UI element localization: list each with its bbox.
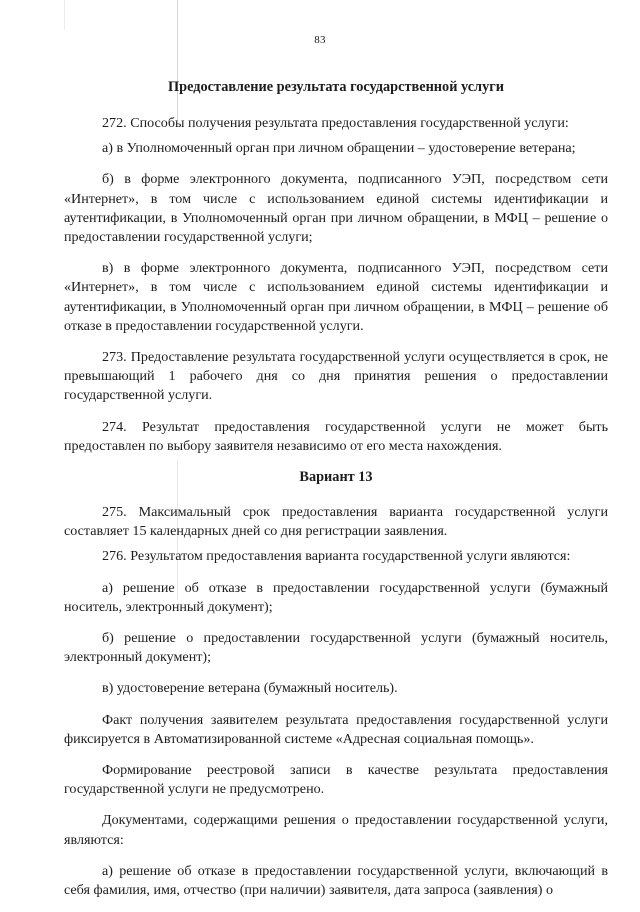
paragraph-273: 273. Предоставление результата государственной услуги осуществляется в срок, не превышающий 1 рабочего дня со дня принятия решения о предоставлении государственной услуги.: [64, 349, 608, 404]
paragraph-272: 272. Способы получения результата предоставления государственной услуги:: [102, 115, 569, 131]
section-title: Предоставление результата государственной услуги: [168, 79, 504, 95]
paragraph-272-b: б) в форме электронного документа, подписанного УЭП, посредством сети «Интернет», в том числе с использованием единой системы идентификации и аутентификации, в Уполномоченный орган при личном обращении, в МФЦ – решение о предоставлении государственной услуги;: [64, 171, 608, 246]
paragraph-registry-record: Формирование реестровой записи в качестве результата предоставления государственной услуги не предусмотрено.: [64, 762, 608, 798]
paragraph-275: 275. Максимальный срок предоставления варианта государственной услуги составляет 15 календарных дней со дня регистрации заявления.: [64, 504, 608, 540]
scan-artifact-line: [64, 0, 65, 30]
paragraph-276-v: в) удостоверение ветерана (бумажный носитель).: [102, 680, 398, 697]
paragraph-276-b: б) решение о предоставлении государственной услуги (бумажный носитель, электронный документ);: [64, 630, 608, 666]
paragraph-274: 274. Результат предоставления государственной услуги не может быть предоставлен по выбору заявителя независимо от его места нахождения.: [64, 418, 608, 454]
page-number: 83: [314, 34, 326, 46]
paragraph-result-fact: Факт получения заявителем результата предоставления государственной услуги фиксируется в Автоматизированной системе «Адресная социальная помощь».: [64, 711, 608, 747]
paragraph-decision-documents-a: а) решение об отказе в предоставлении государственной услуги, включающий в себя фамилия, имя, отчество (при наличии) заявителя, дата запроса (заявления) о: [64, 862, 608, 899]
variant-title: Вариант 13: [299, 469, 373, 486]
document-body: [64, 78, 608, 912]
paragraph-272-a: а) в Уполномоченный орган при личном обращении – удостоверение ветерана;: [102, 140, 576, 157]
paragraph-272-v: в) в форме электронного документа, подписанного УЭП, посредством сети «Интернет», в том числе с использованием единой системы идентификации и аутентификации, в Уполномоченный орган при личном обращении, в МФЦ – решение об отказе в предоставлении государственной услуги.: [64, 260, 608, 334]
paragraph-276-a: а) решение об отказе в предоставлении государственной услуги (бумажный носитель, электронный документ);: [64, 579, 608, 615]
paragraph-276: 276. Результатом предоставления варианта государственной услуги являются:: [102, 548, 571, 565]
paragraph-decision-documents: Документами, содержащими решения о предоставлении государственной услуги, являются:: [64, 812, 608, 848]
